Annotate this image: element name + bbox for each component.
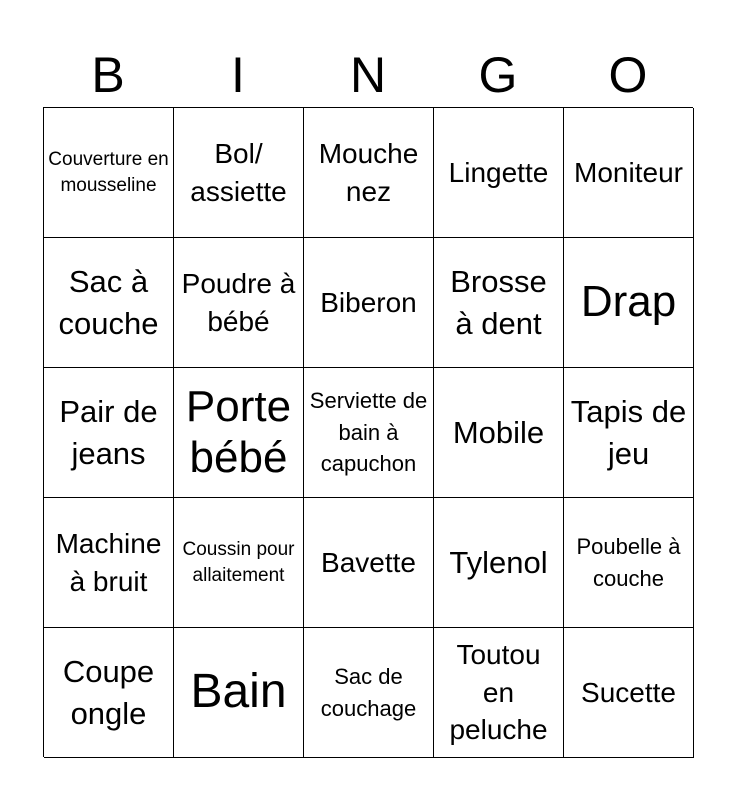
bingo-cell[interactable] [174,628,304,758]
bingo-cell-text: Mobile [452,414,545,450]
bingo-cell[interactable] [564,498,694,628]
header-letter-n: N [349,47,387,103]
bingo-cell[interactable] [564,628,694,758]
bingo-cell[interactable] [44,238,174,368]
bingo-cell[interactable] [44,628,174,758]
bingo-cell-text: Bain [190,665,287,719]
bingo-cell[interactable] [174,498,304,628]
bingo-cell[interactable] [434,628,564,758]
bingo-cell[interactable] [44,108,174,238]
bingo-cell[interactable] [564,238,694,368]
bingo-cell-text: Serviette de bain à capuchon [309,387,428,477]
bingo-cell[interactable] [304,628,434,758]
bingo-header [43,44,693,106]
bingo-cell[interactable] [434,368,564,498]
bingo-cell[interactable] [564,108,694,238]
bingo-cell[interactable] [434,238,564,368]
bingo-cell-text: Moniteur [574,156,683,188]
header-letter-i: I [231,47,245,103]
bingo-cell[interactable] [434,108,564,238]
bingo-cell-text: Bavette [321,546,416,578]
bingo-cell[interactable] [174,238,304,368]
bingo-cell-text: Brosse à dent [450,263,547,341]
bingo-cell-text: Porte bébé [185,381,292,482]
bingo-cell-text: Bol/ assiette [190,137,287,207]
bingo-cell-text: Sucette [581,676,676,708]
bingo-cell-text: Sac de couchage [320,663,417,721]
bingo-cell-text: Machine à bruit [55,527,162,597]
bingo-cell[interactable] [44,368,174,498]
bingo-cell-text: Biberon [320,286,417,318]
header-letter-b: B [91,47,125,103]
bingo-cell[interactable] [174,108,304,238]
bingo-cell[interactable] [174,368,304,498]
bingo-cell-text: Mouche nez [318,137,419,207]
bingo-cell-text: Poubelle à couche [576,533,681,591]
bingo-cell-text: Poudre à bébé [181,267,296,337]
bingo-cell-text: Coussin pour allaitement [182,538,295,586]
bingo-cell[interactable] [304,108,434,238]
bingo-cell-text: Sac à couche [58,263,159,341]
bingo-cell[interactable] [434,498,564,628]
bingo-cell-text: Lingette [448,156,549,188]
bingo-cell-text: Tylenol [449,544,548,580]
bingo-cell[interactable] [44,498,174,628]
bingo-cell-text: Drap [580,277,677,327]
bingo-cell[interactable] [564,368,694,498]
bingo-cell-text: Coupe ongle [62,653,155,731]
bingo-cell[interactable] [304,498,434,628]
bingo-cell-text: Couverture en mousseline [48,148,169,196]
header-letter-g: G [478,47,518,103]
bingo-board [43,107,693,757]
bingo-cell-text: Pair de jeans [59,393,158,471]
bingo-cell-text: Tapis de jeu [570,393,687,471]
header-letter-o: O [608,47,648,103]
bingo-cell-text: Toutou en peluche [449,638,548,746]
bingo-cell[interactable] [304,368,434,498]
bingo-cell[interactable] [304,238,434,368]
